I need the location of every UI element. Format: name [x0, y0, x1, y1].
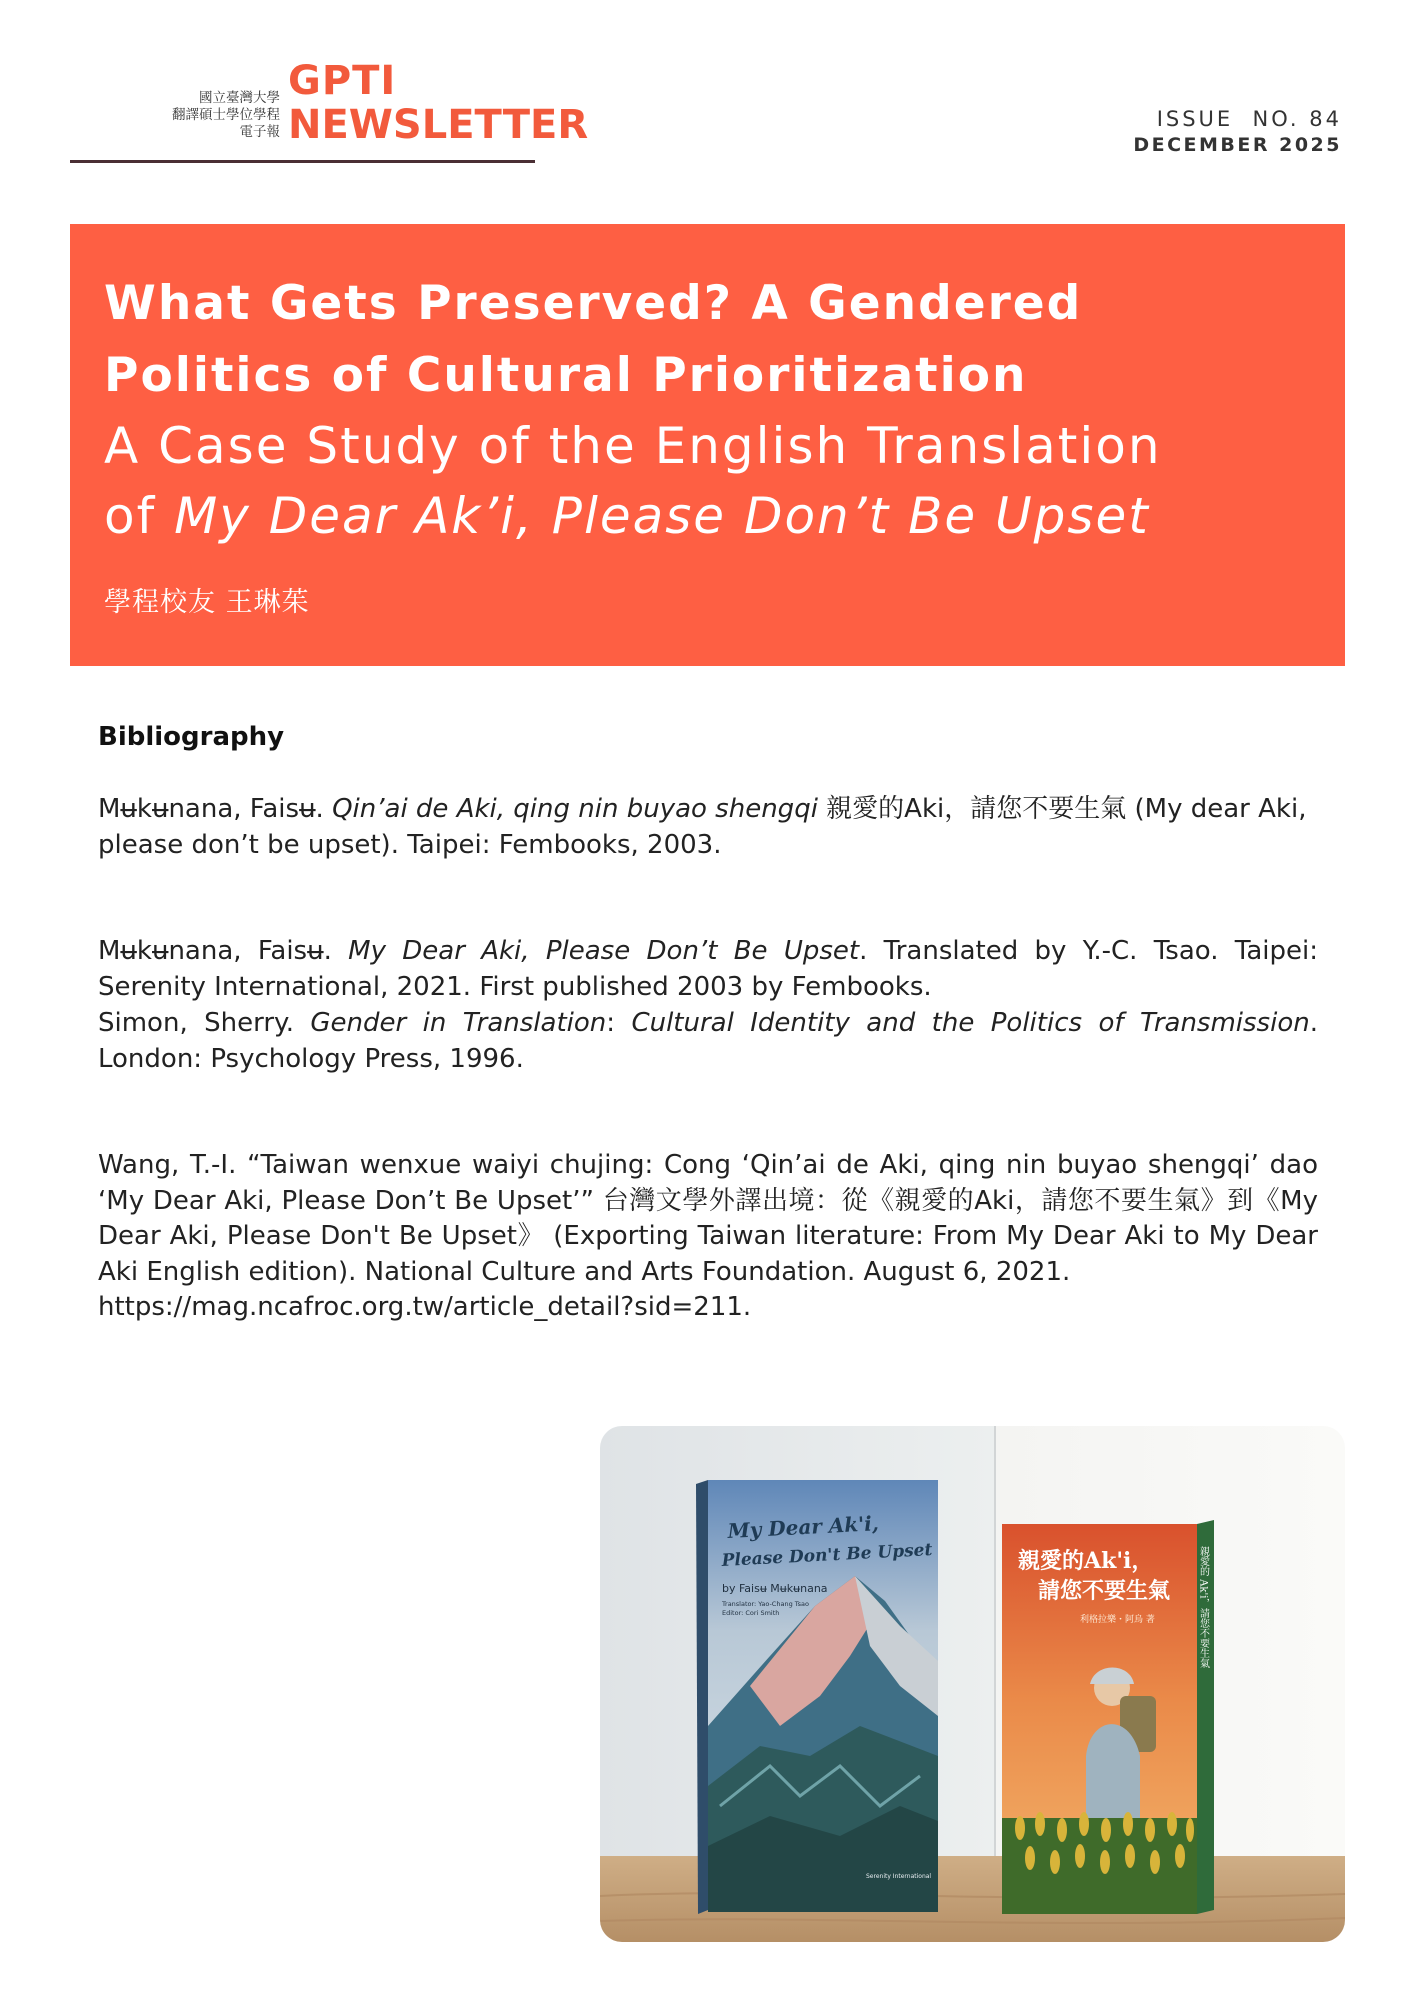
svg-text:利格拉樂・阿烏 著: 利格拉樂・阿烏 著	[1080, 1615, 1155, 1625]
book-photo	[600, 1426, 1345, 1942]
svg-text:親愛的 Ak'i，請您不要生氣: 親愛的 Ak'i，請您不要生氣	[1197, 1546, 1209, 1669]
svg-text:by Faisʉ Mʉkʉnana: by Faisʉ Mʉkʉnana	[722, 1582, 828, 1595]
entry-title: My Dear Aki, Please Don’t Be Upset	[348, 936, 860, 966]
bibliography-entry	[98, 1148, 1318, 1326]
entry-title: Qin’ai de Aki, qing nin buyao shengqi	[332, 794, 818, 824]
entry-details: 親愛的Aki，請您不要生氣 (My dear Aki, please don’t be upset). Taipei: Fembooks, 2003.	[98, 794, 1307, 860]
svg-text:Translator: Yao-Chang Tsao: Translator: Yao-Chang Tsao	[722, 1600, 810, 1608]
book-english-edition	[696, 1480, 938, 1914]
entry-author: Mʉkʉnana, Faisʉ.	[98, 794, 333, 824]
bibliography-entry	[98, 792, 1318, 863]
entry-details: . Translated by Y.-C. Tsao. Taipei: Serenity International, 2021. First published 2003 by Fembooks.	[98, 936, 1318, 1002]
bibliography-heading: Bibliography	[98, 722, 285, 752]
subtitle-book-title: My Dear Ak’i, Please Don’t Be Upset	[174, 487, 1150, 545]
entry-author: Mʉkʉnana, Faisʉ.	[98, 936, 349, 966]
masthead-zh-line1: 國立臺灣大學	[199, 90, 280, 106]
svg-text:請您不要生氣: 請您不要生氣	[1038, 1578, 1171, 1604]
masthead	[70, 58, 589, 166]
entry-text: Wang, T.-I. “Taiwan wenxue waiyi chujing: Cong ‘Qin’ai de Aki, qing nin buyao shengqi’ dao ‘My Dear Aki, Please Don’t Be Upset’” 台灣文學外譯出境：從《親愛的Aki，請您不要生氣》到《My Dear Aki, Please Don't Be Upset》 (Exporting Taiwan literature: From My Dear Aki to My Dear Aki English edition). National Culture and Arts Foundation. August 6, 2021.	[98, 1150, 1318, 1287]
entry-title: Gender in Translation	[310, 1008, 607, 1038]
article-subtitle-line2	[104, 480, 1150, 552]
bibliography-entry	[98, 1006, 1318, 1077]
entry-details: . London: Psychology Press, 1996.	[98, 1008, 1318, 1074]
masthead-zh-line2: 翻譯碩士學位學程	[172, 107, 280, 123]
entry-author: Simon, Sherry.	[98, 1008, 311, 1038]
article-author: 學程校友 王琳茱	[104, 587, 310, 618]
entry-subtitle: Cultural Identity and the Politics of Transmission	[631, 1008, 1310, 1038]
title-banner	[70, 224, 1345, 666]
entry-url-link[interactable]: https://mag.ncafroc.org.tw/article_detail?sid=211.	[98, 1292, 752, 1322]
issue-date: DECEMBER 2025	[1133, 134, 1342, 156]
svg-text:Please Don't Be Upset: Please Don't Be Upset	[721, 1539, 933, 1571]
article-subtitle-line1: A Case Study of the English Translation	[104, 417, 1162, 475]
bibliography-entry	[98, 934, 1318, 1005]
masthead-zh-line3: 電子報	[239, 124, 280, 140]
masthead-title-gpti: GPTI	[288, 58, 397, 104]
subtitle-prefix: of	[104, 487, 175, 545]
issue-number: ISSUE NO. 84	[1156, 107, 1342, 131]
svg-text:Serenity International: Serenity International	[866, 1873, 932, 1880]
article-title-line2: Politics of Cultural Prioritization	[104, 348, 1028, 403]
masthead-rule	[70, 160, 535, 163]
entry-separator: :	[606, 1008, 632, 1038]
svg-text:親愛的Ak'i，: 親愛的Ak'i，	[1018, 1548, 1154, 1574]
masthead-title-newsletter: NEWSLETTER	[288, 102, 589, 148]
article-title-line1: What Gets Preserved? A Gendered	[104, 276, 1083, 331]
book-chinese-edition	[1002, 1520, 1214, 1914]
svg-text:My Dear Ak'i,: My Dear Ak'i,	[727, 1511, 880, 1543]
svg-text:Editor: Cori Smith: Editor: Cori Smith	[722, 1609, 780, 1617]
issue-info	[1133, 106, 1342, 158]
masthead-program-name	[108, 90, 280, 141]
